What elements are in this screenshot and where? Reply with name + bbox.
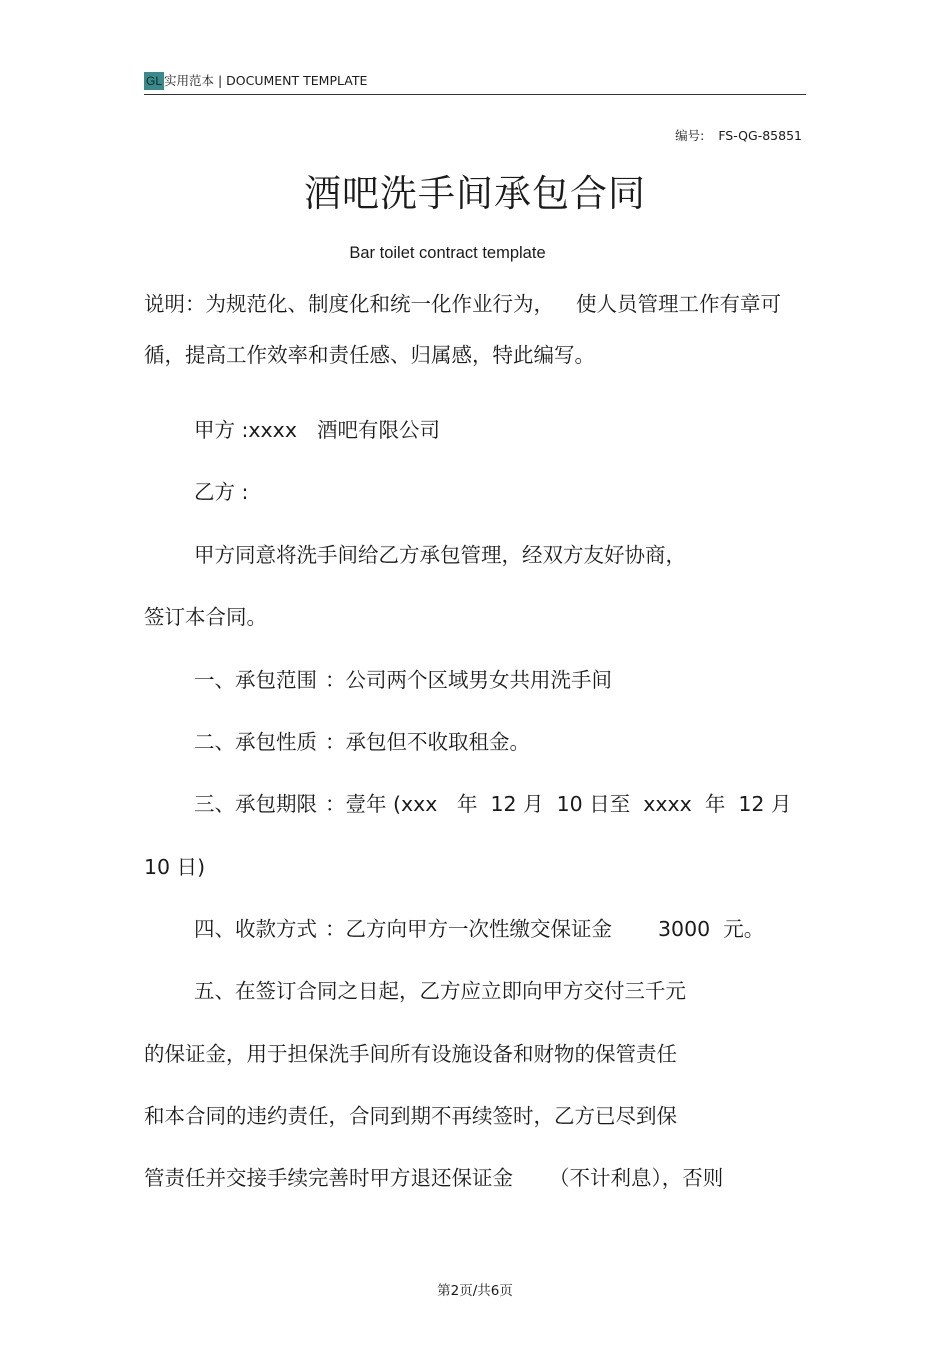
clause-term-text: ：壹年 (xxx 年 12 月 10 日至 xxxx 年 12 月: [325, 792, 792, 816]
clause-payment-label: 四、收款方式: [194, 917, 317, 941]
clause-payment-amount: 3000 元。: [658, 917, 765, 941]
document-number: [675, 126, 802, 144]
clause-nature-label: 二、承包性质: [194, 730, 317, 754]
clause-nature: [194, 727, 530, 757]
clause-deposit-line-3: 和本合同的违约责任，合同到期不再续签时，乙方已尽到保: [144, 1104, 677, 1128]
intro-line-2: 循，提高工作效率和责任感、归属感，特此编写。: [144, 343, 595, 367]
document-title: 酒吧洗手间承包合同: [304, 172, 646, 215]
clause-scope-label: 一、承包范围: [194, 668, 317, 692]
brand-logo: GL: [146, 74, 163, 88]
intro-line-1: [144, 289, 781, 319]
clause-deposit-text-4b: （不计利息），否则: [549, 1166, 724, 1190]
document-number-value: FS-QG-85851: [718, 128, 802, 143]
clause-term-continued: 10 日): [144, 855, 206, 879]
document-number-label: 编号:: [675, 128, 705, 143]
document-subtitle: Bar toilet contract template: [349, 244, 546, 262]
clause-term: [194, 789, 791, 819]
clause-deposit-line-2: 的保证金，用于担保洗手间所有设施设备和财物的保管责任: [144, 1042, 677, 1066]
clause-payment: [194, 914, 764, 944]
clause-scope-text: ：公司两个区域男女共用洗手间: [325, 668, 612, 692]
party-b-line: 乙方 :: [194, 480, 249, 504]
page-footer: 第2页/共6页: [437, 1283, 513, 1299]
page-header: [144, 70, 806, 95]
clause-deposit-text-4a: 管责任并交接手续完善时甲方退还保证金: [144, 1166, 513, 1190]
clause-deposit-line-4: [144, 1163, 723, 1193]
clause-deposit-line-1: 五、在签订合同之日起，乙方应立即向甲方交付三千元: [194, 979, 686, 1003]
clause-nature-text: ：承包但不收取租金。: [325, 730, 530, 754]
clause-term-label: 三、承包期限: [194, 792, 317, 816]
party-a-name: 酒吧有限公司: [316, 418, 440, 442]
agreement-line-2: 签订本合同。: [144, 605, 267, 629]
header-text: 实用范本 | DOCUMENT TEMPLATE: [164, 73, 368, 88]
intro-text-1a: 说明：为规范化、制度化和统一化作业行为，: [144, 292, 554, 316]
party-a-label: 甲方 :xxxx: [194, 418, 297, 442]
clause-scope: [194, 665, 612, 695]
intro-text-1b: 使人员管理工作有章可: [576, 292, 781, 316]
party-a-line: [194, 415, 440, 445]
agreement-line-1: 甲方同意将洗手间给乙方承包管理，经双方友好协商，: [194, 543, 686, 567]
clause-payment-text: ：乙方向甲方一次性缴交保证金: [325, 917, 612, 941]
